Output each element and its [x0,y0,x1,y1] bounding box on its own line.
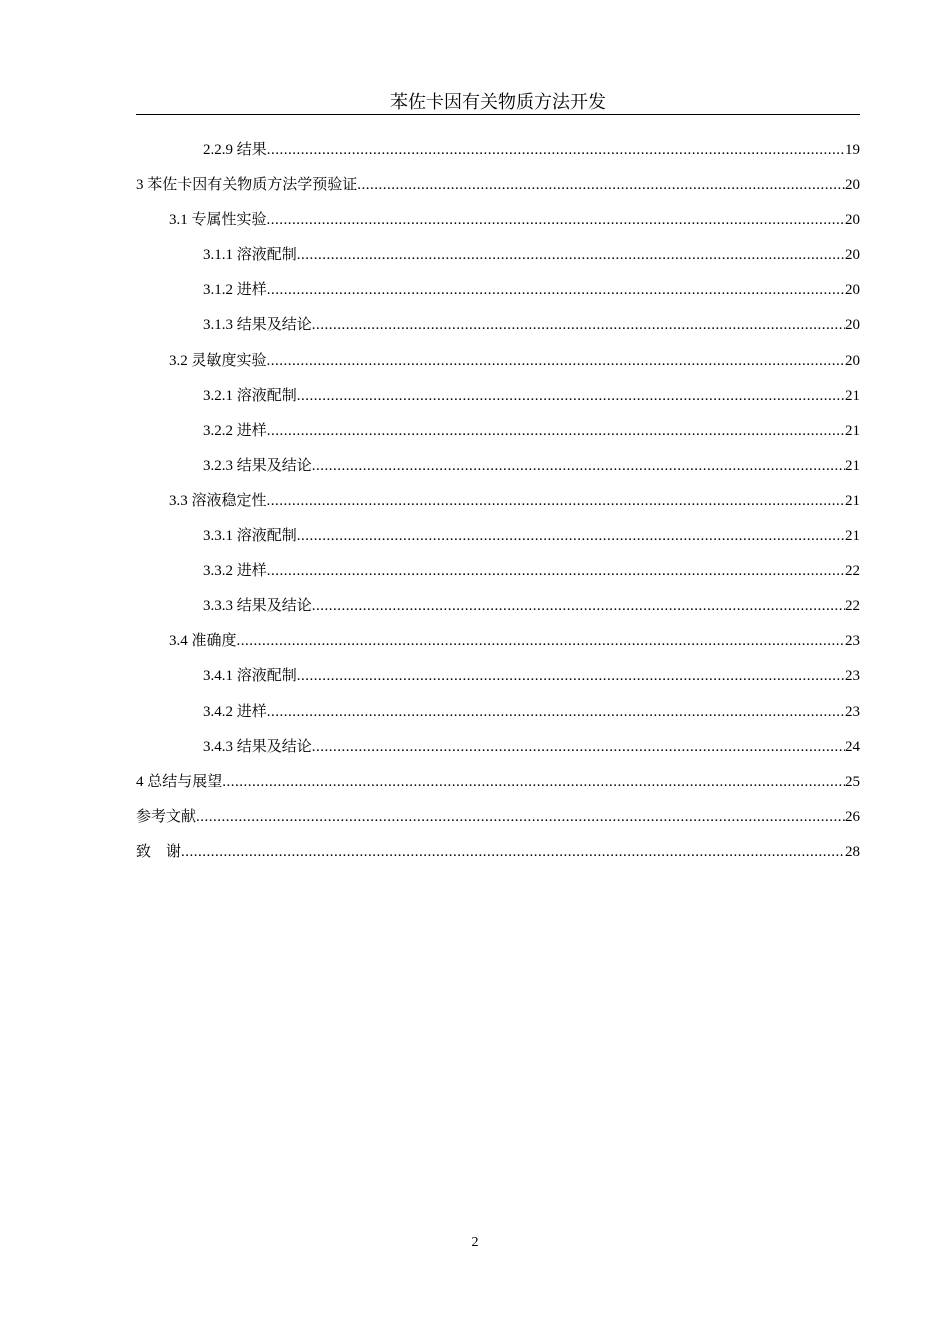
toc-entry-page: 24 [845,738,860,755]
page-number: 2 [471,1235,479,1250]
toc-entry[interactable] [136,419,860,454]
toc-dot-leader [267,700,845,724]
toc-entry[interactable] [136,664,860,699]
toc-entry-title: 3.3 溶液稳定性 [169,492,267,509]
toc-entry[interactable] [136,735,860,770]
toc-entry-title: 3.1.3 结果及结论 [203,317,312,334]
toc-dot-leader [196,805,845,829]
toc-entry-page: 23 [845,633,860,650]
toc-entry-page: 21 [845,457,860,474]
toc-entry[interactable] [136,629,860,664]
toc-entry[interactable] [136,243,860,278]
toc-entry[interactable] [136,700,860,735]
toc-entry-title: 3.3.3 结果及结论 [203,598,312,615]
toc-dot-leader [312,594,845,618]
toc-entry-page: 23 [845,668,860,685]
running-header: 苯佐卡因有关物质方法开发 [390,92,606,112]
toc-dot-leader [297,524,845,548]
toc-entry-page: 21 [845,422,860,439]
toc-entry[interactable] [136,805,860,840]
toc-entry-title: 3.4 准确度 [169,633,237,650]
toc-dot-leader [312,454,845,478]
toc-entry[interactable] [136,770,860,805]
toc-entry-title: 致 谢 [136,843,182,860]
toc-dot-leader [267,138,845,162]
toc-entry-title: 3.4.2 进样 [203,703,267,720]
toc-dot-leader [267,208,845,232]
toc-entry[interactable] [136,278,860,313]
toc-entry-page: 22 [845,598,860,615]
toc-entry-page: 28 [845,843,860,860]
toc-entry[interactable] [136,840,860,875]
toc-entry-title: 3.2.2 进样 [203,422,267,439]
toc-entry[interactable] [136,138,860,173]
toc-entry-title: 3.1.1 溶液配制 [203,247,297,264]
toc-dot-leader [222,770,845,794]
toc-dot-leader [312,313,845,337]
toc-dot-leader [267,278,845,302]
toc-entry[interactable] [136,559,860,594]
toc-dot-leader [297,243,845,267]
toc-entry-page: 20 [845,352,860,369]
toc-dot-leader [181,840,845,864]
table-of-contents [136,138,860,875]
toc-entry[interactable] [136,313,860,348]
toc-entry-page: 23 [845,703,860,720]
toc-entry-page: 25 [845,773,860,790]
toc-entry-title: 参考文献 [136,808,197,825]
toc-entry[interactable] [136,524,860,559]
toc-entry-page: 22 [845,563,860,580]
toc-dot-leader [357,173,845,197]
toc-entry[interactable] [136,208,860,243]
toc-dot-leader [267,489,845,513]
toc-dot-leader [267,559,845,583]
toc-dot-leader [237,629,845,653]
toc-entry-title: 3.1.2 进样 [203,282,267,299]
toc-entry-title: 4 总结与展望 [136,773,223,790]
header-divider [136,114,860,115]
toc-entry-title: 2.2.9 结果 [203,142,267,158]
toc-dot-leader [297,664,845,688]
toc-entry[interactable] [136,384,860,419]
toc-entry-page: 21 [845,387,860,404]
toc-entry[interactable] [136,173,860,208]
toc-entry-title: 3.1 专属性实验 [169,212,267,229]
toc-entry-page: 26 [845,808,860,825]
toc-entry-page: 20 [845,177,860,194]
toc-entry-title: 3.4.1 溶液配制 [203,668,297,685]
toc-entry-page: 21 [845,492,860,509]
toc-dot-leader [267,419,845,443]
toc-entry-title: 3.2 灵敏度实验 [169,352,267,369]
toc-entry[interactable] [136,489,860,524]
toc-entry-title: 3.4.3 结果及结论 [203,738,312,755]
toc-entry[interactable] [136,594,860,629]
toc-entry-title: 3.3.1 溶液配制 [203,528,297,545]
toc-entry-title: 3.3.2 进样 [203,563,267,580]
toc-entry-page: 20 [845,247,860,264]
toc-dot-leader [297,384,845,408]
toc-entry-page: 20 [845,212,860,229]
toc-entry-title: 3 苯佐卡因有关物质方法学预验证 [136,177,358,194]
toc-entry-page: 20 [845,317,860,334]
toc-entry-page: 19 [845,142,860,158]
toc-entry-title: 3.2.1 溶液配制 [203,387,297,404]
toc-dot-leader [312,735,845,759]
toc-entry-title: 3.2.3 结果及结论 [203,457,312,474]
toc-entry[interactable] [136,349,860,384]
toc-entry-page: 20 [845,282,860,299]
toc-entry-page: 21 [845,528,860,545]
toc-entry[interactable] [136,454,860,489]
toc-dot-leader [267,349,845,373]
